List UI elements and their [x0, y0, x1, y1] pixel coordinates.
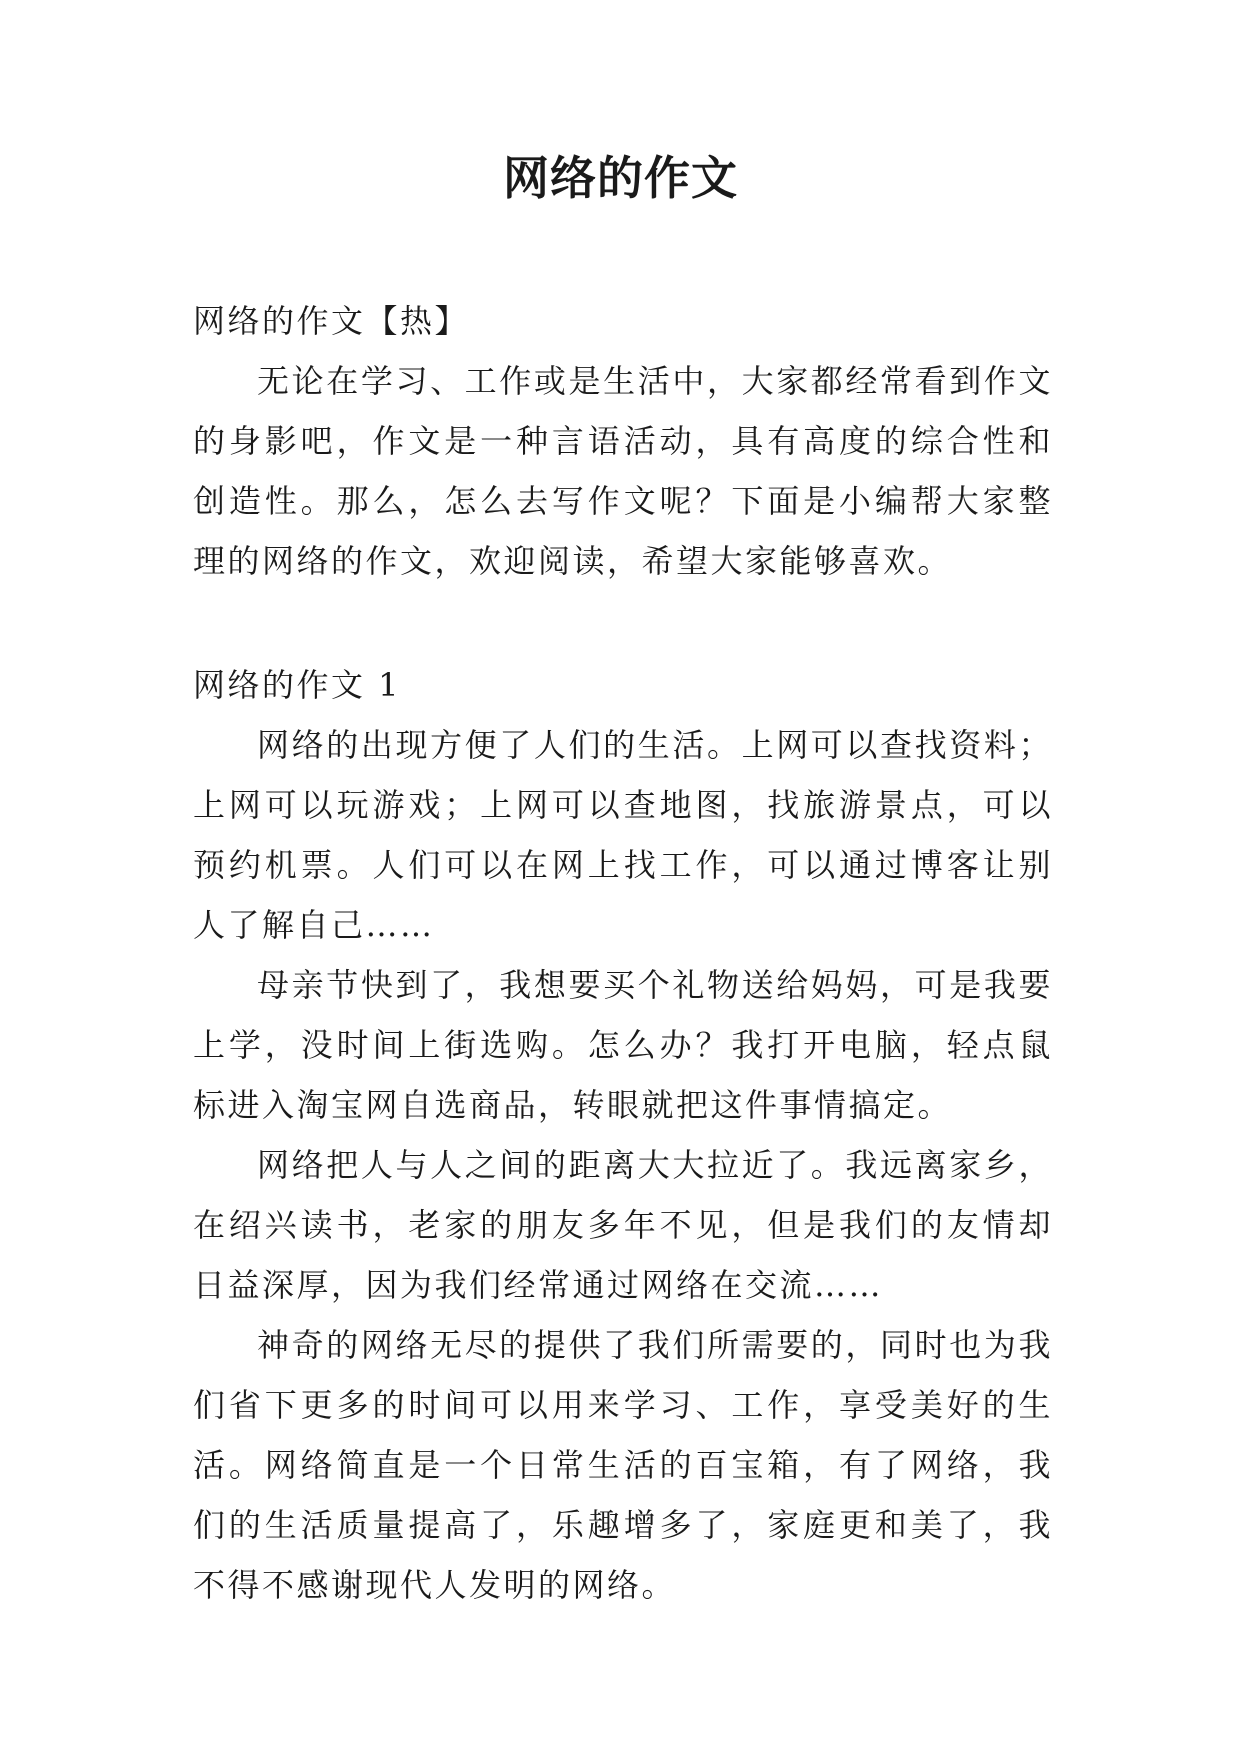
body-paragraph-3: 网络把人与人之间的距离大大拉近了。我远离家乡，在绍兴读书，老家的朋友多年不见，但是我们的友情却日益深厚，因为我们经常通过网络在交流…… [193, 1146, 1053, 1304]
body-paragraph-4: 神奇的网络无尽的提供了我们所需要的，同时也为我们省下更多的时间可以用来学习、工作，享受美好的生活。网络简直是一个日常生活的百宝箱，有了网络，我们的生活质量提高了，乐趣增多了，家庭更和美了，我不得不感谢现代人发明的网络。 [193, 1326, 1053, 1604]
document-title: 网络的作文 [503, 151, 738, 205]
section-heading: 网络的作文 1 [193, 666, 402, 704]
body-paragraph-2: 母亲节快到了，我想要买个礼物送给妈妈，可是我要上学，没时间上街选购。怎么办？我打开电脑，轻点鼠标进入淘宝网自选商品，转眼就把这件事情搞定。 [193, 966, 1053, 1124]
document-subtitle: 网络的作文【热】 [193, 302, 470, 340]
body-paragraph-1: 网络的出现方便了人们的生活。上网可以查找资料；上网可以玩游戏；上网可以查地图，找旅游景点，可以预约机票。人们可以在网上找工作，可以通过博客让别人了解自己…… [193, 726, 1053, 944]
document-body [193, 291, 1053, 1615]
intro-paragraph: 无论在学习、工作或是生活中，大家都经常看到作文的身影吧，作文是一种言语活动，具有高度的综合性和创造性。那么，怎么去写作文呢？下面是小编帮大家整理的网络的作文，欢迎阅读，希望大家能够喜欢。 [193, 362, 1053, 580]
section-spacer [193, 591, 1053, 655]
